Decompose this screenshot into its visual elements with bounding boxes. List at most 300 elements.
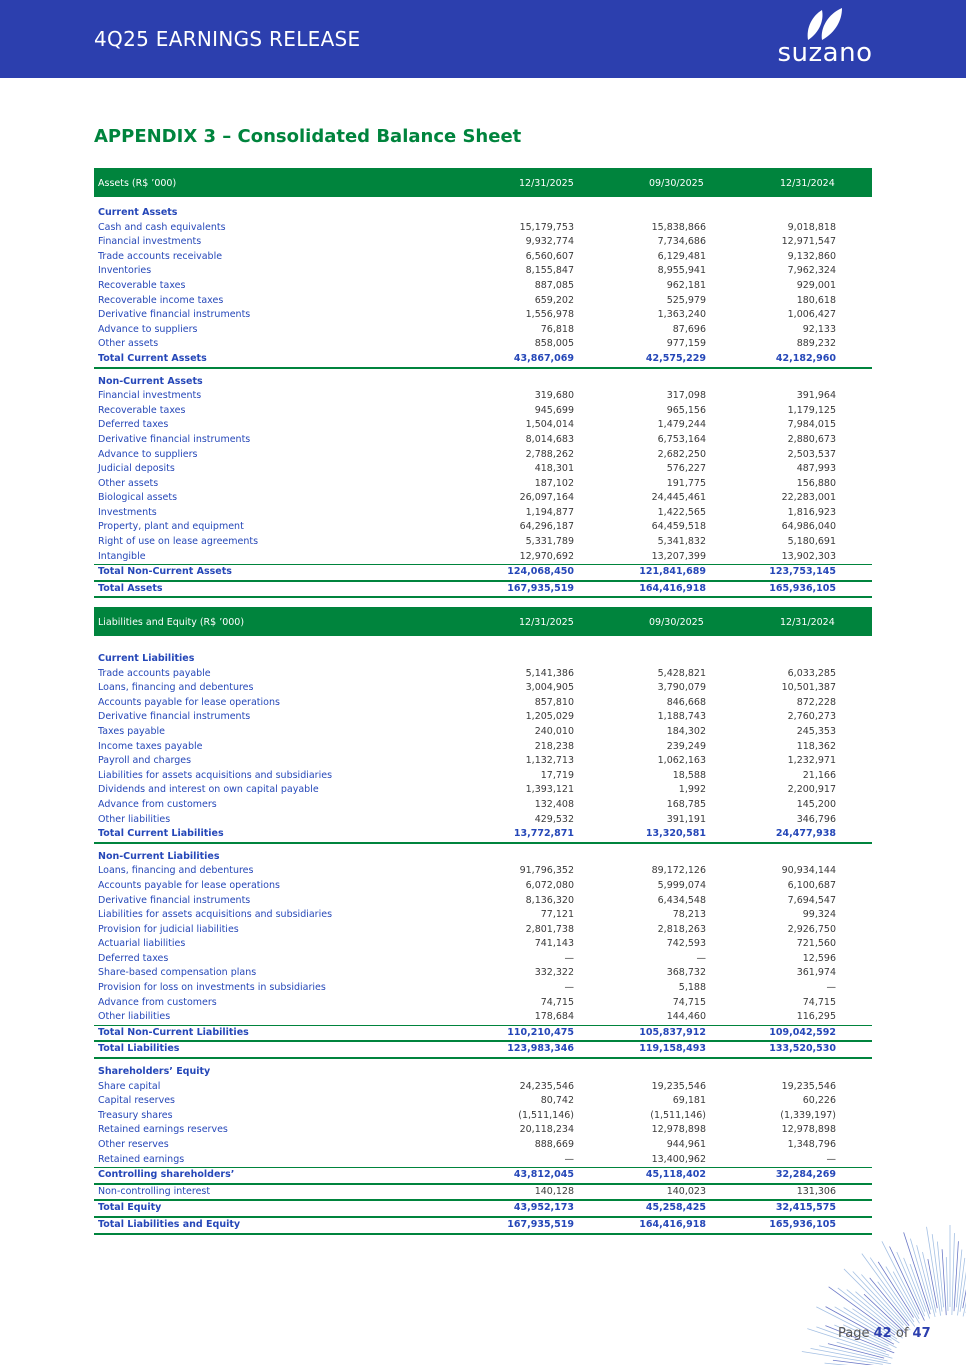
header-label: Assets (R$ ’000) (98, 178, 177, 189)
value-2024: 32,415,575 (775, 1202, 836, 1214)
value-2024: 12,596 (802, 952, 836, 964)
value-q3-2025: 8,955,941 (657, 265, 706, 277)
table-row (94, 864, 872, 879)
row-label: Intangible (98, 550, 146, 562)
table-row (94, 1138, 872, 1153)
row-label: Share capital (98, 1080, 161, 1092)
value-q3-2025: 140,023 (666, 1185, 706, 1197)
row-label: Total Equity (98, 1202, 162, 1214)
total-current-liabilities (94, 827, 872, 844)
value-2024: 180,618 (796, 294, 836, 306)
value-2024: 131,306 (796, 1185, 836, 1197)
table-row (94, 418, 872, 433)
value-q3-2025: 13,400,962 (651, 1153, 706, 1165)
row-label: Advance from customers (98, 798, 217, 810)
value-2025: 418,301 (534, 463, 574, 475)
value-2024: 9,018,818 (787, 221, 836, 233)
row-label: Right of use on lease agreements (98, 536, 259, 548)
total-assets (94, 582, 872, 599)
value-2024: 165,936,105 (769, 582, 836, 594)
table-row (94, 506, 872, 521)
value-2025: 124,068,450 (507, 566, 574, 578)
row-label: Accounts payable for lease operations (98, 879, 280, 891)
value-2024: 21,166 (802, 769, 836, 781)
value-2024: 1,232,971 (787, 755, 836, 767)
value-2024: 42,182,960 (775, 352, 836, 364)
value-q3-2025: 525,979 (666, 294, 706, 306)
row-label: Other reserves (98, 1139, 169, 1150)
page-number: Page 42 of 47 (838, 1326, 931, 1341)
value-q3-2025: 13,207,399 (651, 550, 706, 562)
report-title: 4Q25 EARNINGS RELEASE (94, 27, 361, 51)
value-2025: — (564, 1153, 574, 1165)
row-label: Share-based compensation plans (98, 967, 257, 979)
section-label: Current Assets (98, 207, 178, 218)
header-col-3: 12/31/2024 (780, 178, 835, 189)
value-2024: 156,880 (796, 477, 836, 489)
table-row (94, 389, 872, 404)
value-2024: 6,033,285 (787, 667, 836, 679)
value-2025: 945,699 (534, 404, 574, 416)
value-q3-2025: 944,961 (666, 1139, 706, 1150)
table-row (94, 725, 872, 740)
value-2025: 1,205,029 (525, 711, 574, 723)
row-label: Treasury shares (98, 1109, 173, 1121)
value-2024: 2,503,537 (787, 448, 836, 460)
table-row (94, 520, 872, 535)
value-q3-2025: 13,320,581 (645, 828, 706, 840)
value-2024: 1,179,125 (787, 404, 836, 416)
value-2024: 929,001 (796, 279, 836, 291)
value-2025: 218,238 (534, 740, 574, 752)
header-label: Liabilities and Equity (R$ ’000) (98, 617, 245, 628)
total-liabilities (94, 1042, 872, 1059)
section-title (94, 375, 872, 390)
value-q3-2025: 1,062,163 (657, 755, 706, 767)
value-2025: 1,504,014 (525, 419, 574, 431)
total-noncurrent-liabilities (94, 1025, 872, 1043)
value-2025: 140,128 (534, 1185, 574, 1197)
row-label: Liabilities for assets acquisitions and subsidiaries (98, 769, 333, 781)
value-q3-2025: 5,341,832 (657, 536, 706, 548)
value-2025: 77,121 (540, 909, 574, 921)
row-label: Recoverable income taxes (98, 294, 224, 306)
value-2025: 741,143 (534, 938, 574, 950)
table-row (94, 294, 872, 309)
row-label: Total Liabilities and Equity (98, 1218, 241, 1230)
value-2024: 2,880,673 (787, 433, 836, 445)
value-2025: 857,810 (534, 696, 574, 708)
table-row (94, 966, 872, 981)
value-2025: 43,812,045 (513, 1169, 574, 1181)
value-2024: 391,964 (796, 390, 836, 402)
value-q3-2025: 15,838,866 (651, 221, 706, 233)
table-row (94, 769, 872, 784)
header-col-1: 12/31/2025 (519, 178, 574, 189)
table-row (94, 1123, 872, 1138)
value-2025: 43,867,069 (513, 352, 574, 364)
value-q3-2025: 64,459,518 (651, 521, 706, 533)
value-q3-2025: 1,422,565 (657, 506, 706, 518)
value-2025: 6,560,607 (525, 250, 574, 262)
row-label: Recoverable taxes (98, 279, 186, 291)
table-row (94, 696, 872, 711)
value-2025: 1,194,877 (525, 506, 574, 518)
value-2024: 6,100,687 (787, 879, 836, 891)
value-2024: 19,235,546 (781, 1080, 836, 1092)
total-equity (94, 1201, 872, 1218)
value-q3-2025: 6,434,548 (657, 894, 706, 906)
value-2025: 24,235,546 (519, 1080, 574, 1092)
swirl-stroke (954, 1241, 958, 1311)
swirl-stroke (946, 1257, 948, 1311)
swirl-stroke (952, 1233, 955, 1315)
row-label: Judicial deposits (98, 463, 175, 475)
value-2025: 429,532 (534, 813, 574, 825)
value-2024: 5,180,691 (787, 536, 836, 548)
table-row (94, 879, 872, 894)
value-2024: 13,902,303 (781, 550, 836, 562)
row-label: Inventories (98, 265, 152, 277)
table-header (94, 607, 872, 636)
swirl-stroke (942, 1249, 946, 1315)
row-label: Loans, financing and debentures (98, 682, 254, 694)
value-2024: 118,362 (796, 740, 836, 752)
row-label: Retained earnings reserves (98, 1124, 228, 1136)
table-row (94, 535, 872, 550)
table-row (94, 337, 872, 352)
row-label: Provision for loss on investments in subsidiaries (98, 982, 326, 994)
section-title (94, 206, 872, 221)
value-2024: 116,295 (796, 1011, 836, 1023)
row-label: Total Current Assets (98, 352, 207, 364)
page-header (0, 0, 966, 78)
row-label: Advance from customers (98, 996, 217, 1008)
value-2024: 487,993 (796, 463, 836, 475)
swirl-stroke (853, 1271, 904, 1325)
table-row (94, 710, 872, 725)
value-2025: 110,210,475 (507, 1026, 574, 1038)
swirl-stroke (811, 1348, 892, 1363)
value-2025: 8,014,683 (525, 433, 574, 445)
table-row (94, 279, 872, 294)
row-label: Property, plant and equipment (98, 521, 244, 533)
row-label: Controlling shareholders’ (98, 1169, 235, 1181)
swirl-stroke (819, 1346, 887, 1361)
value-2025: 178,684 (534, 1011, 574, 1023)
value-q3-2025: 164,416,918 (639, 582, 706, 594)
value-2024: 721,560 (796, 938, 836, 950)
row-label: Advance to suppliers (98, 448, 198, 460)
table-row (94, 477, 872, 492)
value-2024: 99,324 (802, 909, 836, 921)
row-label: Total Non-Current Liabilities (98, 1026, 249, 1038)
table-row (94, 981, 872, 996)
value-2024: 22,283,001 (781, 492, 836, 504)
value-2025: 319,680 (534, 390, 574, 402)
swirl-stroke (904, 1232, 931, 1314)
decorative-swirl (760, 1225, 966, 1365)
row-label: Derivative financial instruments (98, 433, 251, 445)
value-q3-2025: 7,734,686 (657, 236, 706, 248)
row-label: Financial investments (98, 390, 202, 402)
value-2025: 17,719 (540, 769, 574, 781)
noncontrolling-interest (94, 1185, 872, 1202)
value-2024: 123,753,145 (769, 566, 836, 578)
row-label: Total Current Liabilities (98, 828, 224, 840)
value-2025: 2,801,738 (525, 923, 574, 935)
value-2025: 8,155,847 (525, 265, 574, 277)
value-q3-2025: 1,363,240 (657, 309, 706, 321)
row-label: Biological assets (98, 492, 178, 504)
section-title (94, 850, 872, 865)
value-2024: 245,353 (796, 725, 836, 737)
table-row (94, 923, 872, 938)
value-2024: 2,200,917 (787, 784, 836, 796)
value-q3-2025: 962,181 (666, 279, 706, 291)
suzano-logo (770, 4, 880, 74)
value-2025: 6,072,080 (525, 879, 574, 891)
value-q3-2025: 45,118,402 (645, 1169, 706, 1181)
table-row (94, 1153, 872, 1168)
value-q3-2025: 105,837,912 (639, 1026, 706, 1038)
value-q3-2025: 12,978,898 (651, 1124, 706, 1136)
value-2025: 887,085 (534, 279, 574, 291)
table-row (94, 783, 872, 798)
value-2025: 1,132,713 (525, 755, 574, 767)
value-q3-2025: 144,460 (666, 1011, 706, 1023)
table-row (94, 1080, 872, 1095)
spacer (94, 197, 872, 206)
appendix-title: APPENDIX 3 – Consolidated Balance Sheet (94, 126, 522, 147)
value-q3-2025: 576,227 (666, 463, 706, 475)
row-label: Deferred taxes (98, 419, 169, 431)
value-q3-2025: 368,732 (666, 967, 706, 979)
value-2025: 13,772,871 (513, 828, 574, 840)
value-2025: 9,932,774 (525, 236, 574, 248)
row-label: Capital reserves (98, 1095, 175, 1107)
table-row (94, 264, 872, 279)
row-label: Other assets (98, 338, 159, 350)
swirl-stroke (802, 1352, 883, 1365)
value-q3-2025: 5,999,074 (657, 879, 706, 891)
row-label: Total Non-Current Assets (98, 566, 232, 578)
header-col-3: 12/31/2024 (780, 617, 835, 628)
value-q3-2025: 391,191 (666, 813, 706, 825)
row-label: Cash and cash equivalents (98, 221, 226, 233)
table-row (94, 1094, 872, 1109)
value-2024: 12,971,547 (781, 236, 836, 248)
section-label: Shareholders’ Equity (98, 1066, 211, 1078)
row-label: Investments (98, 506, 157, 518)
value-2025: 8,136,320 (525, 894, 574, 906)
value-2024: 1,816,923 (787, 506, 836, 518)
value-2024: 60,226 (802, 1095, 836, 1107)
value-q3-2025: 18,588 (672, 769, 706, 781)
value-2025: 76,818 (540, 323, 574, 335)
value-2025: 167,935,519 (507, 1218, 574, 1230)
value-2025: 187,102 (534, 477, 574, 489)
value-2025: 43,952,173 (513, 1202, 574, 1214)
section-title (94, 652, 872, 667)
value-2024: 1,006,427 (787, 309, 836, 321)
value-2025: 2,788,262 (525, 448, 574, 460)
value-2024: 64,986,040 (781, 521, 836, 533)
row-label: Actuarial liabilities (98, 938, 186, 950)
value-2024: 32,284,269 (775, 1169, 836, 1181)
value-2024: 145,200 (796, 798, 836, 810)
value-q3-2025: 89,172,126 (651, 865, 706, 877)
row-label: Financial investments (98, 236, 202, 248)
row-label: Accounts payable for lease operations (98, 696, 280, 708)
value-q3-2025: 846,668 (666, 696, 706, 708)
controlling-shareholders (94, 1167, 872, 1185)
value-2024: 165,936,105 (769, 1218, 836, 1230)
row-label: Total Liabilities (98, 1043, 180, 1055)
row-label: Taxes payable (98, 725, 166, 737)
table-row (94, 996, 872, 1011)
table-row (94, 448, 872, 463)
value-2025: 132,408 (534, 798, 574, 810)
value-q3-2025: 6,753,164 (657, 433, 706, 445)
value-2024: 92,133 (802, 323, 836, 335)
value-2025: 3,004,905 (525, 682, 574, 694)
table-row (94, 667, 872, 682)
value-q3-2025: 69,181 (672, 1095, 706, 1107)
section-title (94, 1065, 872, 1080)
total-liabilities-equity (94, 1218, 872, 1235)
row-label: Derivative financial instruments (98, 309, 251, 321)
table-row (94, 952, 872, 967)
value-2025: 1,393,121 (525, 784, 574, 796)
value-2024: 889,232 (796, 338, 836, 350)
row-label: Trade accounts payable (98, 667, 211, 679)
table-row (94, 754, 872, 769)
total-current-assets (94, 352, 872, 369)
value-2024: 2,926,750 (787, 923, 836, 935)
table-row (94, 681, 872, 696)
value-q3-2025: (1,511,146) (650, 1109, 706, 1121)
value-q3-2025: 5,188 (678, 982, 706, 994)
table-row (94, 235, 872, 250)
table-row (94, 740, 872, 755)
value-q3-2025: 164,416,918 (639, 1218, 706, 1230)
header-col-1: 12/31/2025 (519, 617, 574, 628)
value-2025: 80,742 (540, 1095, 574, 1107)
value-q3-2025: 1,188,743 (657, 711, 706, 723)
value-2024: 7,694,547 (787, 894, 836, 906)
value-2024: — (826, 1153, 836, 1165)
table-row (94, 433, 872, 448)
row-label: Other liabilities (98, 813, 171, 825)
table-row (94, 1109, 872, 1124)
swirl-stroke (882, 1241, 919, 1314)
table-row (94, 550, 872, 565)
row-label: Loans, financing and debentures (98, 865, 254, 877)
value-q3-2025: — (696, 952, 706, 964)
value-2025: — (564, 952, 574, 964)
value-2024: 872,228 (796, 696, 836, 708)
value-2024: 24,477,938 (775, 828, 836, 840)
row-label: Provision for judicial liabilities (98, 923, 239, 935)
value-2024: 74,715 (802, 996, 836, 1008)
spacer (94, 636, 872, 652)
value-2024: 7,984,015 (787, 419, 836, 431)
row-label: Other assets (98, 477, 159, 489)
table-row (94, 462, 872, 477)
value-q3-2025: 184,302 (666, 725, 706, 737)
value-2024: 346,796 (796, 813, 836, 825)
value-2025: 123,983,346 (507, 1043, 574, 1055)
value-2024: 12,978,898 (781, 1124, 836, 1136)
value-2024: — (826, 982, 836, 994)
value-2025: 659,202 (534, 294, 574, 306)
value-q3-2025: 317,098 (666, 390, 706, 402)
value-q3-2025: 2,818,263 (657, 923, 706, 935)
value-q3-2025: 168,785 (666, 798, 706, 810)
value-2024: (1,339,197) (780, 1109, 836, 1121)
value-2025: 167,935,519 (507, 582, 574, 594)
value-2025: (1,511,146) (518, 1109, 574, 1121)
row-label: Income taxes payable (98, 740, 203, 752)
value-2025: 12,970,692 (519, 550, 574, 562)
value-q3-2025: 3,790,079 (657, 682, 706, 694)
value-q3-2025: 19,235,546 (651, 1080, 706, 1092)
value-q3-2025: 1,992 (678, 784, 706, 796)
value-q3-2025: 121,841,689 (639, 566, 706, 578)
row-label: Recoverable taxes (98, 404, 186, 416)
value-2025: 332,322 (534, 967, 574, 979)
value-2025: 5,141,386 (525, 667, 574, 679)
value-2024: 361,974 (796, 967, 836, 979)
table-row (94, 908, 872, 923)
liabilities-equity-table (94, 607, 872, 1235)
value-2025: 74,715 (540, 996, 574, 1008)
value-2024: 133,520,530 (769, 1043, 836, 1055)
value-2025: 64,296,187 (519, 521, 574, 533)
value-2025: — (564, 982, 574, 994)
value-2024: 1,348,796 (787, 1139, 836, 1150)
row-label: Derivative financial instruments (98, 711, 251, 723)
value-2025: 1,556,978 (525, 309, 574, 321)
row-label: Retained earnings (98, 1153, 185, 1165)
value-2025: 91,796,352 (519, 865, 574, 877)
section-label: Current Liabilities (98, 653, 195, 664)
value-q3-2025: 742,593 (666, 938, 706, 950)
table-row (94, 491, 872, 506)
value-2024: 90,934,144 (781, 865, 836, 877)
value-q3-2025: 965,156 (666, 404, 706, 416)
value-q3-2025: 42,575,229 (645, 352, 706, 364)
value-q3-2025: 45,258,425 (645, 1202, 706, 1214)
value-2025: 20,118,234 (519, 1124, 574, 1136)
table-row (94, 308, 872, 323)
row-label: Derivative financial instruments (98, 894, 251, 906)
table-row (94, 1010, 872, 1025)
value-2025: 26,097,164 (519, 492, 574, 504)
table-header (94, 168, 872, 197)
row-label: Payroll and charges (98, 755, 192, 767)
section-label: Non-Current Liabilities (98, 850, 220, 862)
row-label: Trade accounts receivable (98, 250, 223, 262)
value-q3-2025: 2,682,250 (657, 448, 706, 460)
row-label: Total Assets (98, 582, 163, 594)
value-2025: 888,669 (534, 1139, 574, 1150)
value-q3-2025: 239,249 (666, 740, 706, 752)
value-q3-2025: 6,129,481 (657, 250, 706, 262)
table-row (94, 813, 872, 828)
value-2024: 9,132,860 (787, 250, 836, 262)
